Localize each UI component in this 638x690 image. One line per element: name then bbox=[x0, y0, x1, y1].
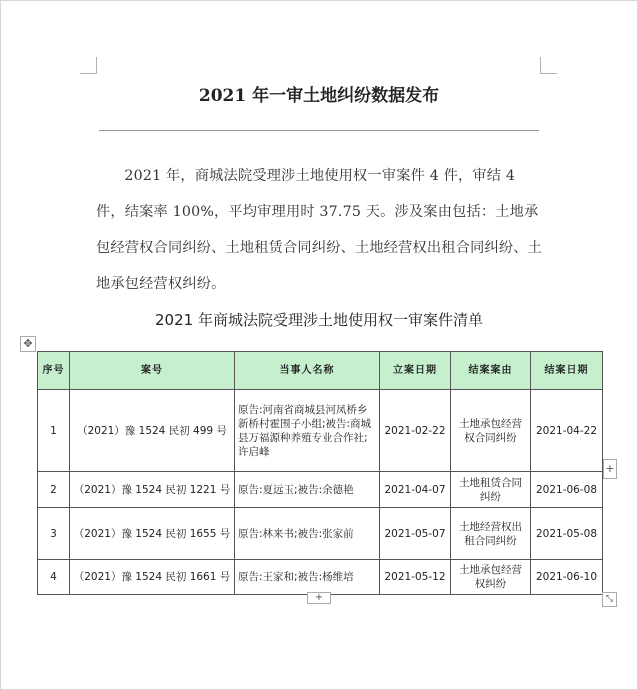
header-closing-date: 结案日期 bbox=[531, 352, 603, 390]
cell-cause: 土地承包经营权合同纠纷 bbox=[451, 390, 531, 472]
table-row bbox=[38, 560, 603, 595]
cell-closing-date: 2021-06-08 bbox=[531, 472, 603, 508]
header-filing-date: 立案日期 bbox=[380, 352, 451, 390]
table-resize-icon[interactable]: ⤡ bbox=[602, 592, 617, 607]
cell-closing-date: 2021-05-08 bbox=[531, 508, 603, 560]
cell-no: 2 bbox=[38, 472, 70, 508]
cell-parties: 原告:林来书;被告:张家前 bbox=[235, 508, 380, 560]
cell-cause: 土地承包经营权纠纷 bbox=[451, 560, 531, 595]
summary-paragraph: 2021 年，商城法院受理涉土地使用权一审案件 4 件，审结 4 件，结案率 100%，平均审理用时 37.75 天。涉及案由包括：土地承包经营权合同纠纷、土地租赁合同纠纷、土地经营权出租合同纠纷、土地承包经营权纠纷。 bbox=[96, 168, 543, 292]
document-title: 2021 年一审土地纠纷数据发布 bbox=[198, 86, 440, 106]
case-table bbox=[37, 351, 603, 595]
margin-corner-top-left bbox=[80, 57, 97, 74]
header-case-number: 案号 bbox=[70, 352, 235, 390]
cell-case-number: （2021）豫 1524 民初 1655 号 bbox=[70, 508, 235, 560]
cell-case-number: （2021）豫 1524 民初 1661 号 bbox=[70, 560, 235, 595]
cell-cause: 土地经营权出租合同纠纷 bbox=[451, 508, 531, 560]
table-move-handle-icon[interactable]: ✥ bbox=[20, 336, 36, 352]
table-header-row bbox=[38, 352, 603, 390]
cell-parties: 原告:河南省商城县河凤桥乡新桥村霍围子小组;被告:商城县万福源种养殖专业合作社;许启峰 bbox=[235, 390, 380, 472]
table-row bbox=[38, 472, 603, 508]
header-parties: 当事人名称 bbox=[235, 352, 380, 390]
cell-no: 1 bbox=[38, 390, 70, 472]
cell-case-number: （2021）豫 1524 民初 1221 号 bbox=[70, 472, 235, 508]
table-title: 2021 年商城法院受理涉土地使用权一审案件清单 bbox=[155, 311, 483, 329]
cell-closing-date: 2021-06-10 bbox=[531, 560, 603, 595]
cell-case-number: （2021）豫 1524 民初 499 号 bbox=[70, 390, 235, 472]
header-cause: 结案案由 bbox=[451, 352, 531, 390]
add-column-icon[interactable]: + bbox=[603, 459, 617, 479]
cell-parties: 原告:夏远玉;被告:余德艳 bbox=[235, 472, 380, 508]
cell-cause: 土地租赁合同纠纷 bbox=[451, 472, 531, 508]
header-no: 序号 bbox=[38, 352, 70, 390]
table-row bbox=[38, 508, 603, 560]
cell-filing-date: 2021-04-07 bbox=[380, 472, 451, 508]
cell-filing-date: 2021-02-22 bbox=[380, 390, 451, 472]
cell-no: 3 bbox=[38, 508, 70, 560]
cell-no: 4 bbox=[38, 560, 70, 595]
add-row-icon[interactable]: + bbox=[307, 592, 331, 604]
cell-closing-date: 2021-04-22 bbox=[531, 390, 603, 472]
cell-filing-date: 2021-05-07 bbox=[380, 508, 451, 560]
margin-corner-top-right bbox=[540, 57, 557, 74]
table-row bbox=[38, 390, 603, 472]
title-divider bbox=[99, 130, 539, 131]
cell-parties: 原告:王家和;被告:杨维培 bbox=[235, 560, 380, 595]
cell-filing-date: 2021-05-12 bbox=[380, 560, 451, 595]
